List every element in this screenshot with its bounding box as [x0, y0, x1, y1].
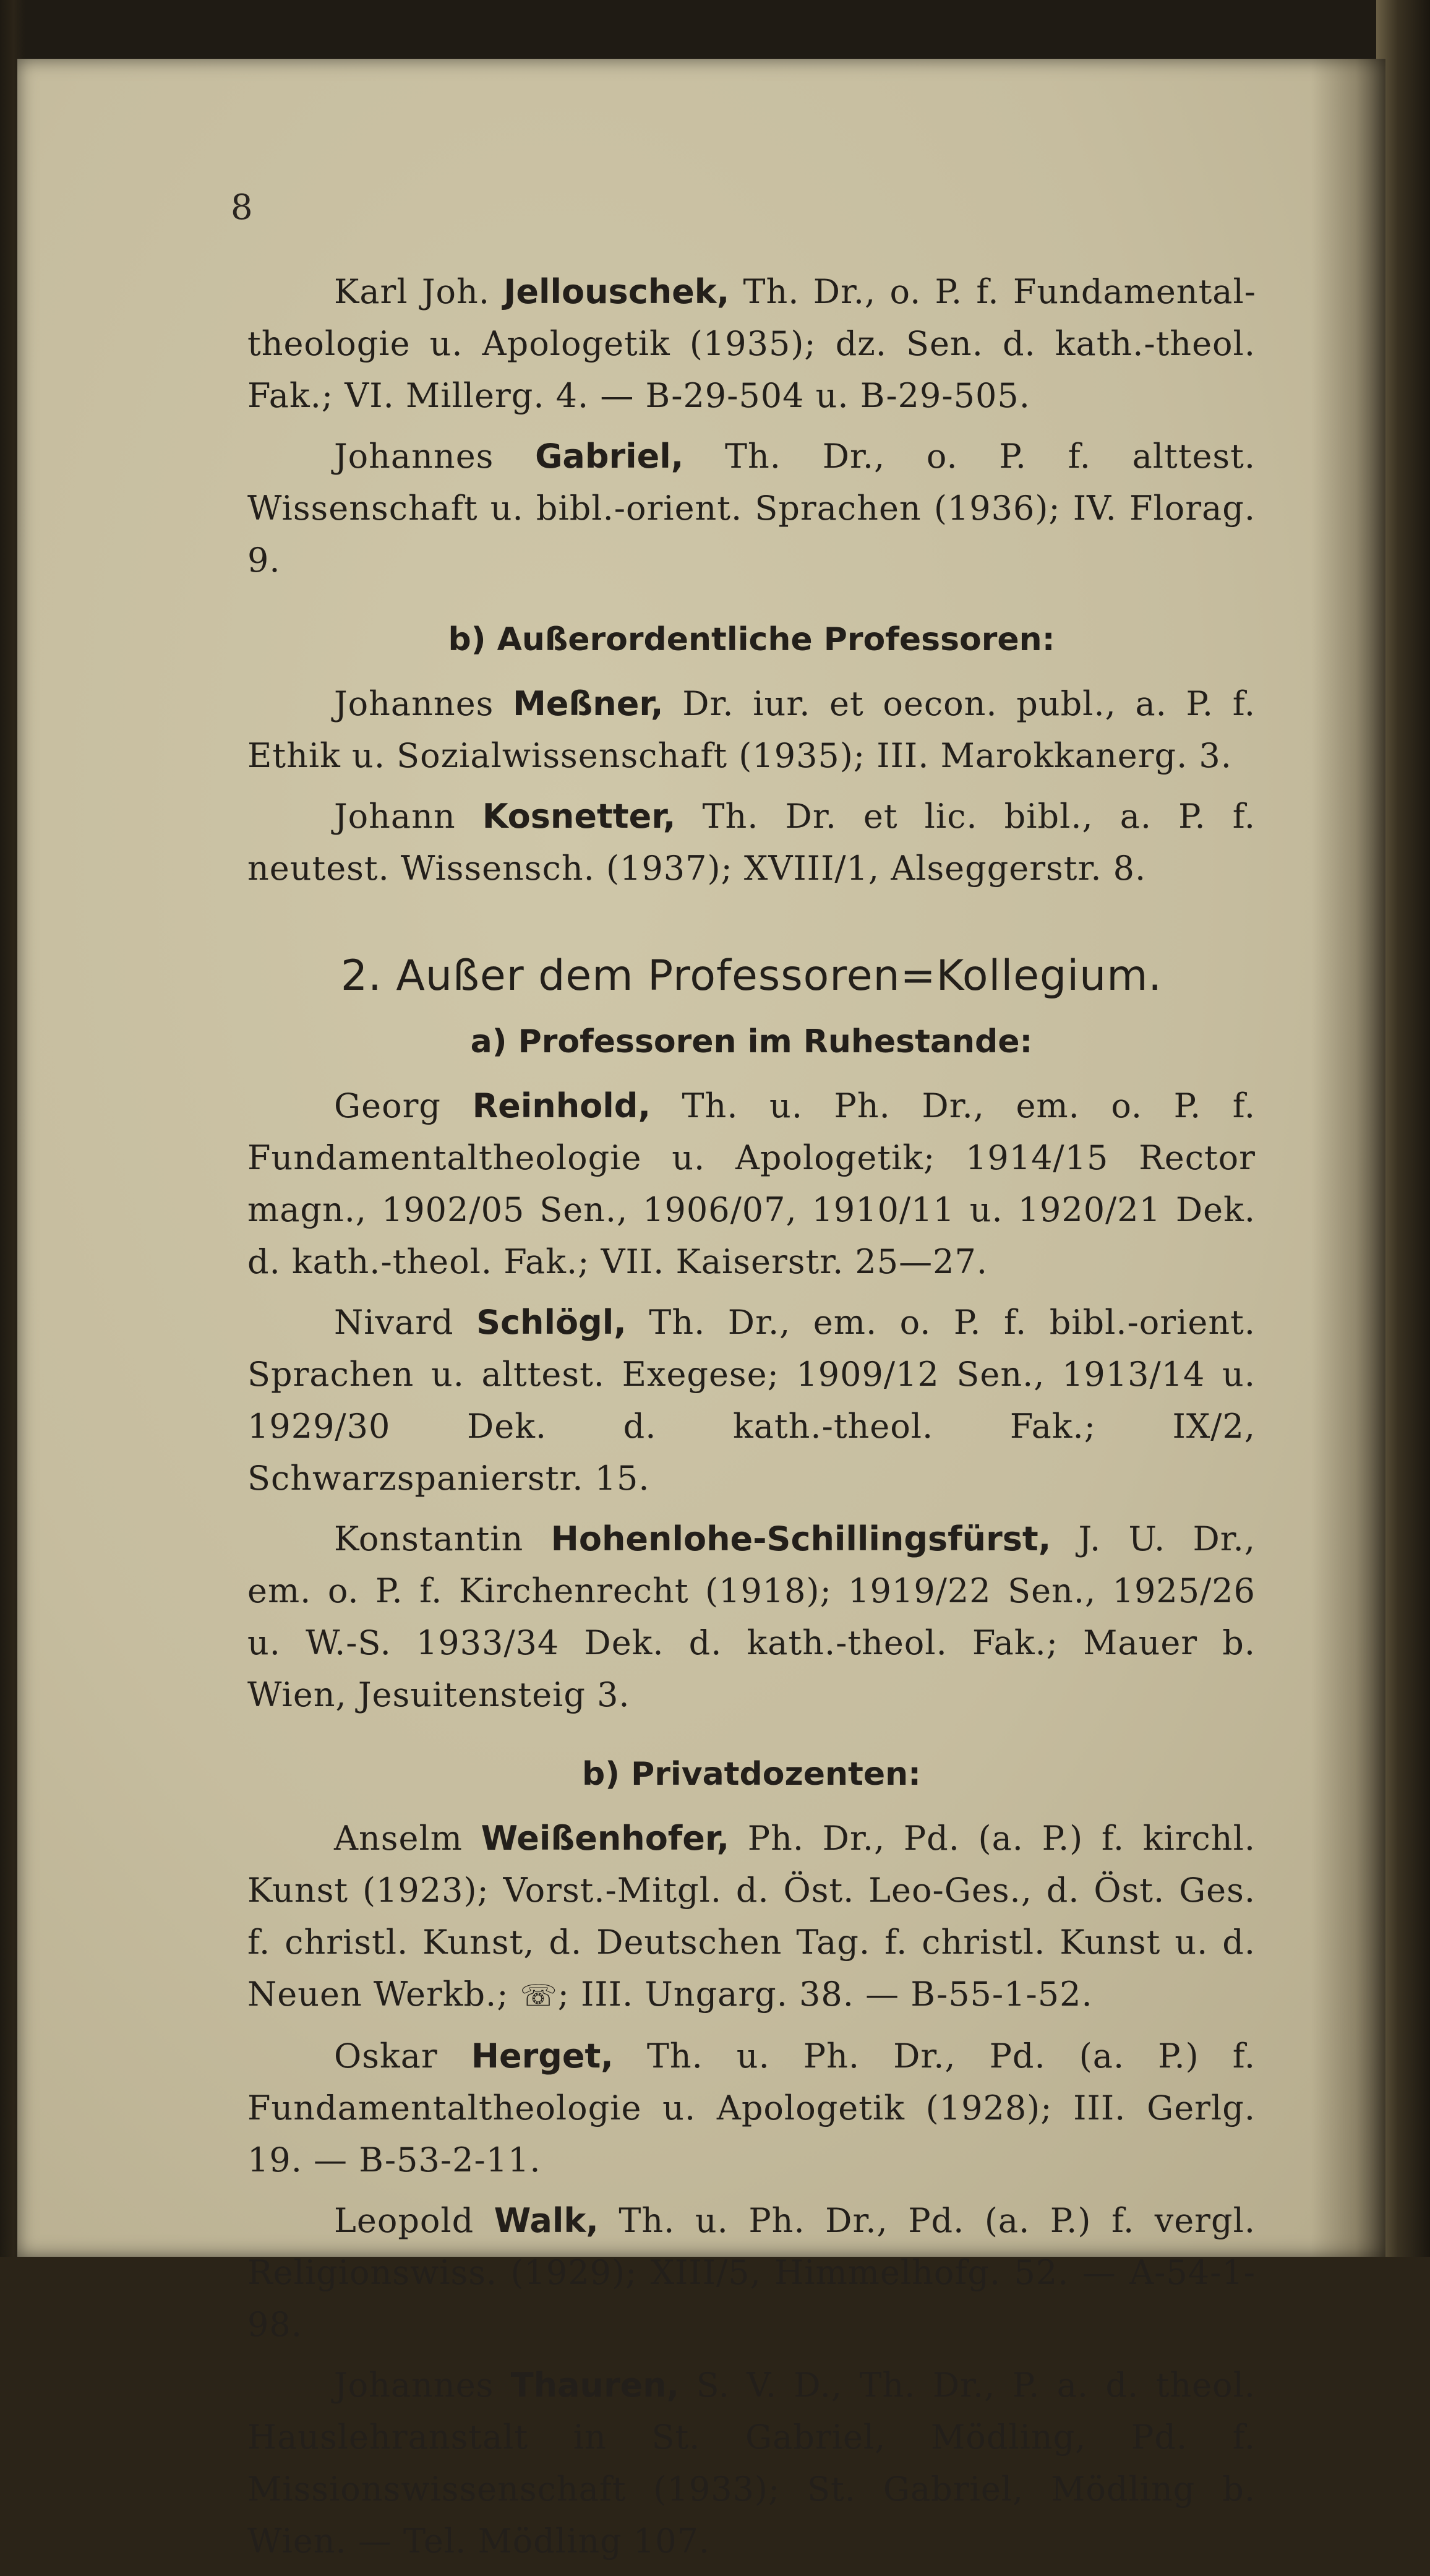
entry-messner — [247, 678, 1256, 782]
entry-details: Th. Dr., o. P. f. Fundamentaltheologie u. Apologetik (1935); dz. Sen. d. kath.-theol. Fak.; VI. Millerg. 4. — B-29-504 u. B-29-505. — [247, 272, 1256, 415]
entry-details: J. U. Dr., em. o. P. f. Kirchenrecht (1918); 1919/22 Sen., 1925/26 u. W.-S. 1933/34 Dek. d. kath.-theol. Fak.; Mauer b. Wien, Jesuitensteig 3. — [247, 1519, 1256, 1714]
first-name: Karl Joh. — [334, 272, 490, 311]
heading-privatdozenten: b) Privatdozenten: — [582, 1756, 921, 1793]
entry-details: Th. u. Ph. Dr., em. o. P. f. Fundamentaltheologie u. Apologetik; 1914/15 Rector magn., 1902/05 Sen., 1906/07, 1910/11 u. 1920/21 Dek. d. kath.-theol. Fak.; VII. Kaiserstr. 25—27. — [247, 1086, 1256, 1281]
entry-hohenlohe — [247, 1513, 1256, 1721]
entry-details-tail: ; III. Ungarg. 38. — B-55-1-52. — [557, 1975, 1093, 2014]
entry-details: Th. u. Ph. Dr., Pd. (a. P.) f. vergl. Religionswiss. (1929); XIII/5, Himmelhofg. 52. — A-54-1-98. — [247, 2201, 1256, 2344]
surname: Herget, — [471, 2037, 614, 2076]
first-name: Johannes — [334, 684, 494, 723]
page-number: 8 — [231, 187, 253, 228]
surname: Gabriel, — [535, 437, 684, 476]
entry-gabriel — [247, 431, 1256, 586]
entry-details: Dr. iur. et oecon. publ., a. P. f. Ethik u. Sozialwissenschaft (1935); III. Marokkanerg. 3. — [247, 684, 1256, 775]
surname: Walk, — [494, 2201, 599, 2240]
entry-walk — [247, 2195, 1256, 2351]
first-name: Johann — [334, 797, 456, 836]
surname: Schlögl, — [476, 1303, 627, 1342]
entry-details: Th. u. Ph. Dr., Pd. (a. P.) f. Fundamentaltheologie u. Apologetik (1928); III. Gerlg. 19. — B-53-2-11. — [247, 2037, 1256, 2179]
entry-details: Ph. Dr., Pd. (a. P.) f. kirchl. Kunst (1923); Vorst.-Mitgl. d. Öst. Leo-Ges., d. Öst. Ges. f. christl. Kunst, d. Deutschen Tag. f. christl. Kunst u. d. Neuen Werkb.; — [247, 1819, 1256, 2014]
first-name: Konstantin — [334, 1519, 524, 1558]
first-name: Oskar — [334, 2037, 438, 2076]
entry-thauren — [247, 2359, 1256, 2567]
entry-reinhold — [247, 1080, 1256, 1288]
surname: Hohenlohe-Schillingsfürst, — [550, 1519, 1051, 1558]
entry-weissenhofer — [247, 1813, 1256, 2022]
entry-herget — [247, 2030, 1256, 2186]
first-name: Johannes — [334, 437, 494, 476]
surname: Weißenhofer, — [481, 1819, 730, 1858]
surname: Kosnetter, — [482, 797, 676, 836]
entry-details: Th. Dr., o. P. f. alttest. Wissenschaft u. bibl.-orient. Sprachen (1936); IV. Florag. 9. — [247, 437, 1256, 580]
surname: Thauren, — [510, 2366, 680, 2405]
entry-details: Th. Dr., em. o. P. f. bibl.-orient. Sprachen u. alttest. Exegese; 1909/12 Sen., 1913/14 u. 1929/30 Dek. d. kath.-theol. Fak.; IX/2, Schwarzspanierstr. 15. — [247, 1303, 1256, 1498]
first-name: Nivard — [334, 1303, 454, 1342]
entry-kosnetter — [247, 791, 1256, 895]
first-name: Johannes — [334, 2366, 494, 2405]
entry-details: S. V. D., Th. Dr., P. a. d. theol. Hauslehranstalt in St. Gabriel, Mödling, Pd. f. Missionswissenschaft (1933); St. Gabriel, Mödling b. Wien. — Tel. Mödling 107. — [247, 2366, 1256, 2561]
entry-details: Th. Dr. et lic. bibl., a. P. f. neutest. Wissensch. (1937); XVIII/1, Alseggerstr. 8. — [247, 797, 1256, 888]
surname: Meßner, — [513, 684, 664, 723]
first-name: Anselm — [334, 1819, 463, 1858]
entry-schloegl — [247, 1297, 1256, 1505]
page-shadow — [1311, 59, 1385, 2257]
surname: Jellouschek, — [503, 272, 730, 311]
first-name: Leopold — [334, 2201, 474, 2240]
telephone-icon: ☏ — [520, 1978, 558, 2013]
heading-ausserordentliche-professoren: b) Außerordentliche Professoren: — [448, 621, 1055, 658]
entry-jellouschek — [247, 266, 1256, 422]
first-name: Georg — [334, 1086, 441, 1125]
body-text — [247, 266, 1256, 2576]
heading-professoren-ruhestand: a) Professoren im Ruhestande: — [470, 1023, 1033, 1060]
section-title-ausser-kollegium: 2. Außer dem Professoren=Kollegium. — [340, 951, 1163, 1000]
surname: Reinhold, — [472, 1086, 651, 1125]
